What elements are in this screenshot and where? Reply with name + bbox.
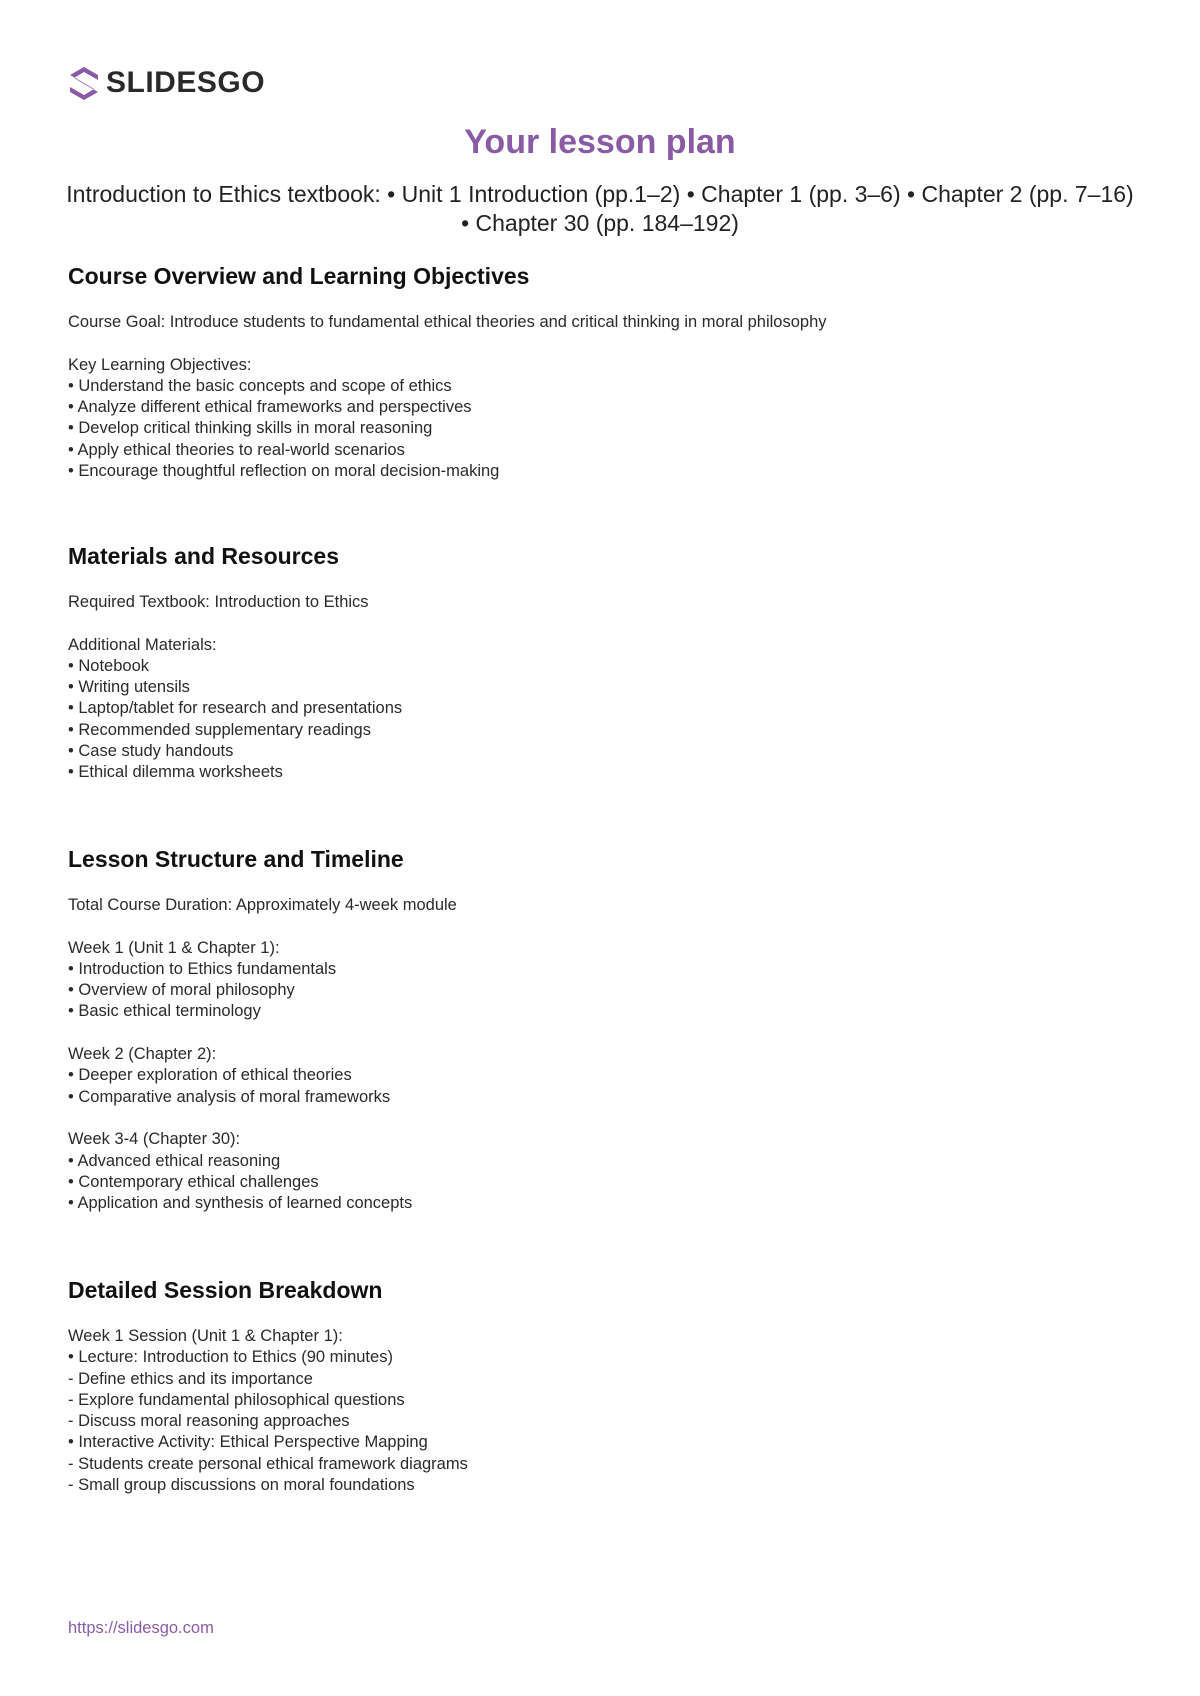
list-item: • Apply ethical theories to real-world scenarios — [68, 440, 405, 459]
list-item: • Laptop/tablet for research and presentations — [68, 699, 403, 718]
brand-name: SLIDESGO — [106, 66, 266, 99]
section-heading: Materials and Resources — [68, 543, 340, 569]
page-title: Your lesson plan — [464, 123, 736, 161]
section-heading: Course Overview and Learning Objectives — [68, 263, 530, 289]
list-item: • Basic ethical terminology — [68, 1002, 261, 1021]
section-lesson-structure — [68, 845, 1128, 1214]
list-item: • Understand the basic concepts and scope of ethics — [68, 376, 452, 395]
list-item: - Small group discussions on moral foundations — [68, 1476, 415, 1495]
brand-logo — [68, 66, 265, 100]
slidesgo-logo-icon — [68, 66, 100, 100]
text-line: Additional Materials: — [68, 635, 217, 654]
list-item: - Discuss moral reasoning approaches — [68, 1412, 350, 1431]
list-item: • Ethical dilemma worksheets — [68, 763, 283, 782]
text-line: Week 1 (Unit 1 & Chapter 1): — [68, 938, 280, 957]
list-item: • Lecture: Introduction to Ethics (90 minutes) — [68, 1348, 393, 1367]
list-item: • Case study handouts — [68, 742, 234, 761]
list-item: • Deeper exploration of ethical theories — [68, 1066, 352, 1085]
list-item: - Define ethics and its importance — [68, 1369, 313, 1388]
list-item: - Explore fundamental philosophical questions — [68, 1390, 405, 1409]
list-item: • Notebook — [68, 656, 149, 675]
list-item: • Application and synthesis of learned concepts — [68, 1194, 413, 1213]
list-item: • Advanced ethical reasoning — [68, 1151, 281, 1170]
section-heading: Lesson Structure and Timeline — [68, 846, 404, 872]
section-course-overview — [68, 262, 1128, 482]
list-item: • Recommended supplementary readings — [68, 720, 371, 739]
text-line: Week 2 (Chapter 2): — [68, 1045, 217, 1064]
text-line: Required Textbook: Introduction to Ethics — [68, 593, 369, 611]
text-line: Key Learning Objectives: — [68, 355, 252, 374]
section-materials — [68, 542, 1128, 784]
page-subtitle: Introduction to Ethics textbook: • Unit 1 Introduction (pp.1–2) • Chapter 1 (pp. 3–6) • Chapter 2 (pp. 7–16) • Chapter 30 (pp. 184–192) — [66, 181, 1134, 236]
footer-link[interactable]: https://slidesgo.com — [68, 1619, 214, 1637]
text-line: Total Course Duration: Approximately 4-week module — [68, 896, 457, 914]
list-item: • Writing utensils — [68, 678, 190, 697]
list-item: • Interactive Activity: Ethical Perspective Mapping — [68, 1433, 428, 1452]
list-item: • Encourage thoughtful reflection on moral decision-making — [68, 462, 500, 481]
list-item: • Overview of moral philosophy — [68, 981, 295, 1000]
text-line: Week 3-4 (Chapter 30): — [68, 1130, 241, 1149]
text-line: Course Goal: Introduce students to fundamental ethical theories and critical thinking in moral philosophy — [68, 313, 827, 331]
section-session-breakdown — [68, 1276, 1128, 1496]
list-item: • Introduction to Ethics fundamentals — [68, 959, 337, 978]
section-heading: Detailed Session Breakdown — [68, 1277, 383, 1303]
text-line: Week 1 Session (Unit 1 & Chapter 1): — [68, 1327, 343, 1345]
list-item: • Analyze different ethical frameworks and perspectives — [68, 398, 472, 417]
list-item: • Develop critical thinking skills in moral reasoning — [68, 419, 433, 438]
list-item: - Students create personal ethical framework diagrams — [68, 1454, 468, 1473]
list-item: • Contemporary ethical challenges — [68, 1172, 319, 1191]
list-item: • Comparative analysis of moral frameworks — [68, 1087, 391, 1106]
